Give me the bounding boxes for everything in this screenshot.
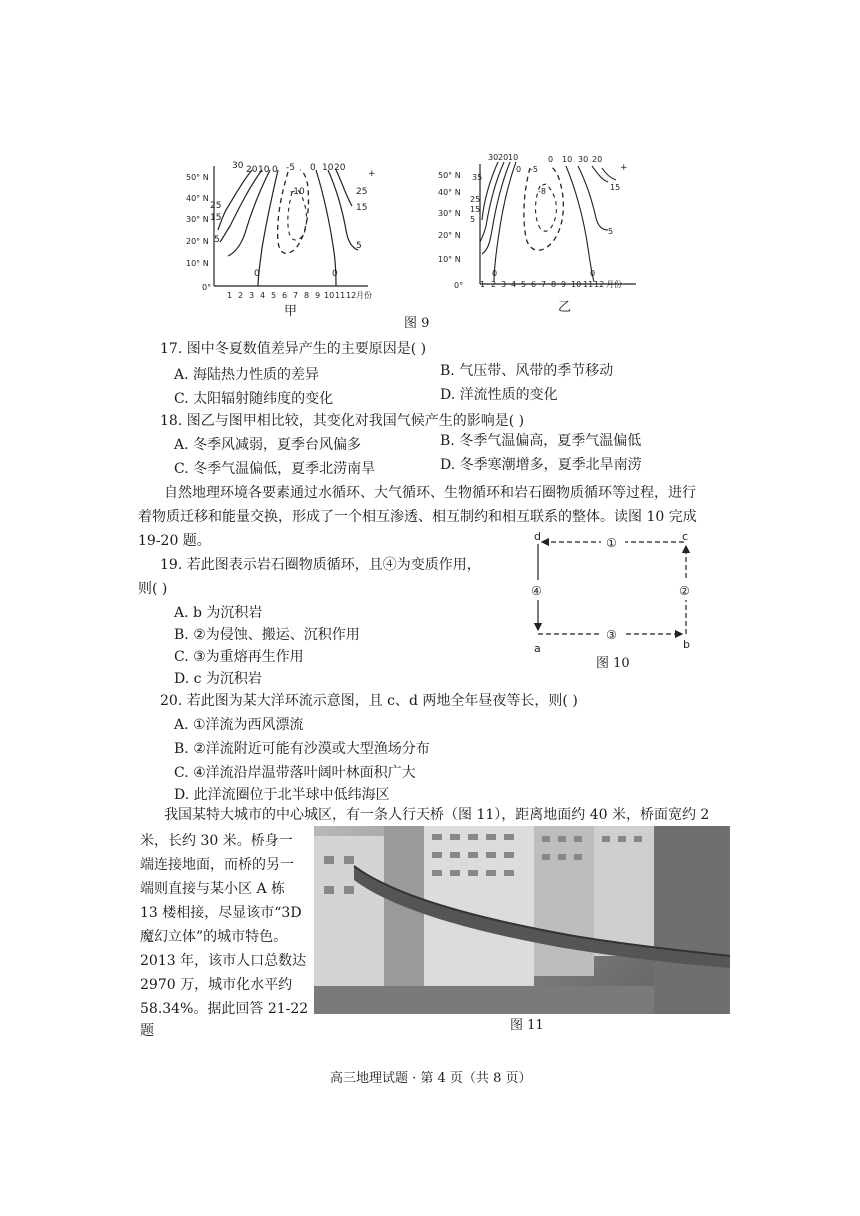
figure10-diagram: [526, 528, 706, 658]
passage-line-1: 我国某特大城市的中心城区，有一条人行天桥（图 11），距离地面约 40 米，桥面宽约 2: [164, 807, 710, 823]
contour-label: 15: [210, 213, 222, 223]
contour-label: 10: [322, 163, 334, 173]
passage-side-2: 端则直接与某小区 A 栋: [140, 881, 286, 897]
x-label: 10: [571, 280, 582, 289]
q18-option-c: C. 冬季气温偏低，夏季北涝南旱: [174, 461, 376, 477]
q17-option-a: A. 海陆热力性质的差异: [174, 367, 320, 383]
y-label: 40° N: [186, 194, 209, 203]
x-label: 1: [480, 280, 486, 289]
x-label: 9: [315, 291, 321, 300]
contour-label: 5: [470, 215, 476, 224]
contour-label: 0: [272, 165, 278, 175]
x-label: 3: [501, 280, 507, 289]
figure11-caption: 图 11: [510, 1018, 544, 1033]
x-unit: 月份: [356, 291, 372, 300]
corner-b: b: [683, 638, 690, 651]
cycle-diagram: [526, 528, 706, 658]
q19-option-b: B. ②为侵蚀、搬运、沉积作用: [174, 627, 360, 643]
contour-label: 5: [608, 227, 614, 236]
page-footer: 高三地理试题 · 第 4 页（共 8 页）: [330, 1071, 532, 1086]
x-label: 8: [551, 280, 557, 289]
x-label: 3: [249, 291, 255, 300]
q18-option-a: A. 冬季风减弱，夏季台风偏多: [174, 437, 362, 453]
figure9-panel-a: [186, 152, 376, 317]
arrow-4-label: ④: [531, 584, 542, 598]
arrow-3-label: ③: [606, 628, 617, 642]
y-label: 20° N: [186, 237, 209, 246]
x-label: 8: [304, 291, 310, 300]
x-label: 9: [561, 280, 567, 289]
x-label: 10: [324, 291, 335, 300]
passage-side-8: 题: [140, 1023, 154, 1039]
q17-option-c: C. 太阳辐射随纬度的变化: [174, 391, 334, 407]
figure9-panel-a-label: 甲: [284, 304, 298, 319]
x-label: 11: [335, 291, 346, 300]
contour-label: 25: [356, 187, 368, 197]
contour-label: 20: [246, 165, 258, 175]
contour-label: 0: [516, 165, 522, 174]
y-label: 40° N: [438, 188, 461, 197]
passage-side-1: 端连接地面，而桥的另一: [140, 857, 294, 873]
contour-label: 10: [508, 153, 519, 162]
x-unit: 月份: [606, 280, 622, 289]
contour-label: 25: [470, 195, 481, 204]
q19-option-d: D. c 为沉积岩: [174, 671, 262, 687]
bridge-photo: [314, 826, 730, 1014]
q20-option-d: D. 此洋流圈位于北半球中低纬海区: [174, 787, 390, 803]
q20-option-c: C. ④洋流沿岸温带落叶阔叶林面积广大: [174, 765, 416, 781]
y-label: 30° N: [186, 215, 209, 224]
y-label: 10° N: [438, 255, 461, 264]
q19-option-c: C. ③为重熔再生作用: [174, 649, 304, 665]
contour-label: 10: [562, 155, 573, 164]
contour-label: 20: [334, 163, 346, 173]
intro-line-1: 自然地理环境各要素通过水循环、大气循环、生物循环和岩石圈物质循环等过程，进行: [164, 485, 696, 501]
contour-label: 20: [498, 153, 509, 162]
figure9-caption: 图 9: [404, 316, 430, 331]
x-label: 4: [511, 280, 517, 289]
svg-text:+: +: [620, 163, 628, 173]
y-label: 0°: [202, 283, 212, 292]
svg-text:+: +: [368, 169, 376, 179]
passage-side-7: 58.34%。据此回答 21-22: [140, 1001, 309, 1017]
arrow-2-label: ②: [679, 584, 690, 598]
y-label: 50° N: [186, 173, 209, 182]
arrow-1-label: ①: [606, 536, 617, 550]
passage-side-5: 2013 年，该市人口总数达: [140, 953, 307, 969]
contour-label: 15: [610, 183, 621, 192]
x-label: 2: [491, 280, 497, 289]
q20-option-b: B. ②洋流附近可能有沙漠或大型渔场分布: [174, 741, 430, 757]
contour-label: 0: [492, 269, 498, 278]
x-label: 7: [541, 280, 547, 289]
contour-label: -5: [286, 163, 295, 173]
intro-line-3: 19-20 题。: [138, 533, 211, 549]
contour-label: 0: [332, 269, 338, 279]
corner-c: c: [682, 530, 689, 543]
q17-stem: 17. 图中冬夏数值差异产生的主要原因是( ): [160, 341, 427, 357]
contour-label: 5: [214, 235, 220, 245]
y-label: 20° N: [438, 231, 461, 240]
x-label: 1: [227, 291, 233, 300]
q19-stem-1: 19. 若此图表示岩石圈物质循环，且④为变质作用，: [160, 557, 481, 573]
q18-stem: 18. 图乙与图甲相比较，其变化对我国气候产生的影响是( ): [160, 413, 525, 429]
contour-label: 15: [470, 205, 481, 214]
contour-label: 30: [232, 161, 244, 171]
x-label: 6: [531, 280, 537, 289]
passage-side-4: 魔幻立体”的城市特色。: [140, 929, 288, 945]
contour-label: 30: [488, 153, 499, 162]
contour-label: 5: [356, 241, 362, 251]
contour-label: 0: [548, 155, 554, 164]
passage-side-3: 13 楼相接，尽显该市“3D: [140, 905, 302, 921]
x-label: 5: [521, 280, 527, 289]
y-label: 30° N: [438, 209, 461, 218]
x-label: 12: [594, 280, 605, 289]
passage-side-6: 2970 万，城市化水平约: [140, 977, 293, 993]
contour-label: 30: [578, 155, 589, 164]
y-label: 50° N: [438, 171, 461, 180]
x-label: 5: [271, 291, 277, 300]
x-label: 6: [282, 291, 288, 300]
contour-chart-a: [186, 152, 376, 317]
q18-option-d: D. 冬季寒潮增多，夏季北旱南涝: [440, 457, 642, 473]
x-label: 4: [260, 291, 266, 300]
x-label: 12: [346, 291, 357, 300]
contour-label: 15: [356, 203, 368, 213]
contour-label: -5: [530, 165, 538, 174]
q19-option-a: A. b 为沉积岩: [174, 605, 263, 621]
intro-line-2: 着物质迁移和能量交换，形成了一个相互渗透、相互制约和相互联系的整体。读图 10 完成: [138, 509, 697, 525]
q17-option-b: B. 气压带、风带的季节移动: [440, 363, 614, 379]
contour-label: 35: [472, 173, 483, 182]
q18-option-b: B. 冬季气温偏高，夏季气温偏低: [440, 433, 642, 449]
contour-label: 0: [254, 269, 260, 279]
contour-label: 10: [258, 165, 270, 175]
corner-a: a: [534, 642, 541, 655]
corner-d: d: [534, 530, 541, 543]
q19-stem-2: 则( ): [138, 581, 168, 597]
contour-label: -8: [538, 187, 546, 196]
contour-label: -10: [290, 187, 305, 197]
figure10-caption: 图 10: [596, 656, 630, 671]
contour-label: 20: [592, 155, 603, 164]
y-label: 10° N: [186, 259, 209, 268]
passage-side-0: 米，长约 30 米。桥身一: [140, 833, 293, 849]
x-label: 7: [293, 291, 299, 300]
contour-chart-b: [438, 150, 648, 317]
q17-option-d: D. 洋流性质的变化: [440, 387, 558, 403]
contour-label: 25: [210, 201, 222, 211]
contour-label: 0: [310, 163, 316, 173]
contour-label: 0: [590, 269, 596, 278]
x-label: 11: [583, 280, 594, 289]
figure9-panel-b: [438, 150, 648, 317]
y-label: 0°: [454, 281, 464, 290]
q20-option-a: A. ①洋流为西风漂流: [174, 717, 304, 733]
q20-stem: 20. 若此图为某大洋环流示意图，且 c、d 两地全年昼夜等长，则( ): [160, 693, 578, 709]
x-label: 2: [238, 291, 244, 300]
figure9-panel-b-label: 乙: [558, 300, 572, 315]
